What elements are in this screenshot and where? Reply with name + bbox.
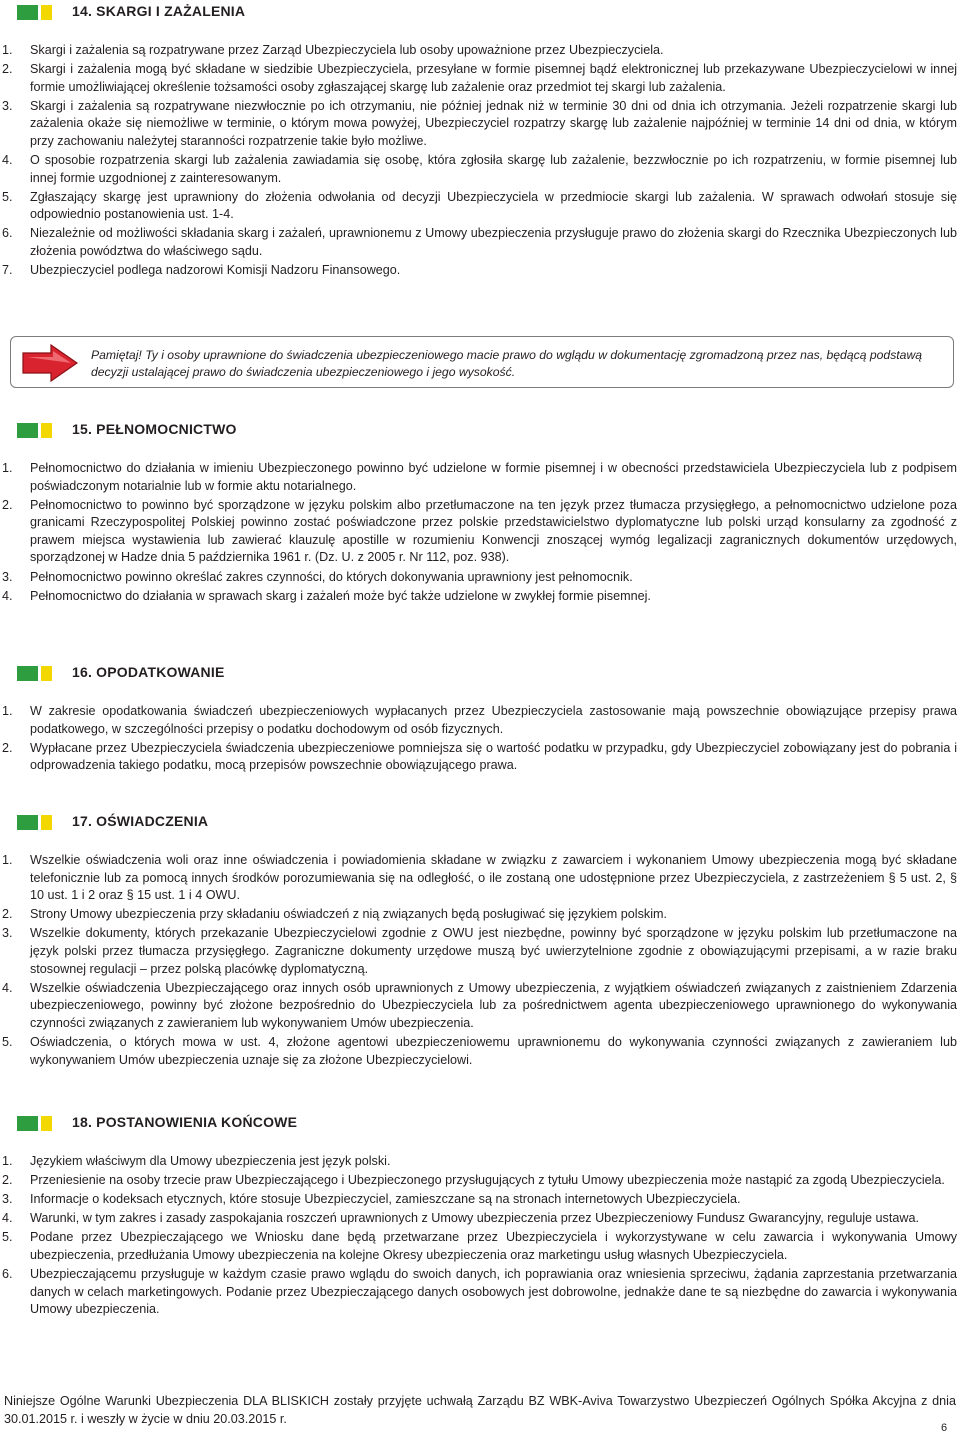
list-item bbox=[0, 1034, 960, 1069]
item-text: Pełnomocnictwo to powinno być sporządzone w języku polskim albo przetłumaczone na ten język przez tłumacza przysięgłego, a pełnomocnictwo udzielone poza granicami Rzeczypospolitej Polskiej powinno zostać poświadczone przez polskie przedstawicielstwo dyplomatyczne lub polski urząd konsularny za zgodność z prawem miejsca wystawienia lub zawierać klauzulę apostille w rozumieniu Konwencji znoszącej wymóg legalizacji zagranicznych dokumentów urzędowych, sporządzonej w Hadze dnia 5 października 1961 r. (Dz. U. z 2005 r. Nr 112, poz. 938). bbox=[30, 497, 957, 565]
item-number: 5. bbox=[2, 1034, 13, 1049]
item-text: Ubezpieczyciel podlega nadzorowi Komisji Nadzoru Finansowego. bbox=[30, 263, 401, 278]
item-text: Oświadczenia, o których mowa w ust. 4, złożone agentowi ubezpieczeniowemu uprawnionemu do wykonywania czynności związanych z zawieraniem lub wykonywaniem Umów ubezpieczenia uznaje się za złożone Ubezpieczycielowi. bbox=[30, 1034, 957, 1067]
yellow-square-icon bbox=[41, 1116, 52, 1131]
page-number: 6 bbox=[941, 1422, 948, 1434]
list-item bbox=[0, 1229, 960, 1264]
item-list bbox=[0, 460, 960, 605]
item-number: 3. bbox=[2, 926, 13, 941]
list-item bbox=[0, 497, 960, 567]
item-list bbox=[0, 703, 960, 775]
item-number: 3. bbox=[2, 98, 13, 113]
item-text: Językiem właściwym dla Umowy ubezpieczenia jest język polski. bbox=[30, 1154, 391, 1168]
section-title: 17. OŚWIADCZENIA bbox=[72, 813, 209, 829]
list-item bbox=[0, 906, 960, 924]
list-item bbox=[0, 925, 960, 978]
green-square-icon bbox=[17, 815, 38, 830]
list-item bbox=[0, 1191, 960, 1209]
section-title: 14. SKARGI I ZAŻALENIA bbox=[72, 3, 246, 19]
item-number: 2. bbox=[2, 1173, 13, 1188]
item-number: 2. bbox=[2, 497, 13, 512]
item-number: 2. bbox=[2, 907, 13, 922]
list-item bbox=[0, 980, 960, 1033]
list-item bbox=[0, 1172, 960, 1190]
list-item bbox=[0, 740, 960, 775]
yellow-square-icon bbox=[41, 815, 52, 830]
item-number: 7. bbox=[2, 263, 13, 278]
item-number: 2. bbox=[2, 62, 13, 77]
item-text: Informacje o kodeksach etycznych, które stosuje Ubezpieczyciel, zamieszczane są na stronach internetowych Ubezpieczyciela. bbox=[30, 1192, 741, 1207]
list-item bbox=[0, 98, 960, 151]
list-item bbox=[0, 588, 960, 606]
item-text: Skargi i zażalenia są rozpatrywane przez Zarząd Ubezpieczyciela lub osoby upoważnione przez Ubezpieczyciela. bbox=[30, 43, 664, 57]
section-complaints bbox=[0, 2, 960, 281]
list-item bbox=[0, 569, 960, 587]
list-item bbox=[0, 152, 960, 187]
item-text: Pełnomocnictwo do działania w sprawach skarg i zażaleń może być także udzielone w zwykłej formie pisemnej. bbox=[30, 588, 651, 603]
list-item bbox=[0, 61, 960, 96]
list-item bbox=[0, 703, 960, 738]
item-text: Wypłacane przez Ubezpieczyciela świadczenia ubezpieczeniowe pomniejsza się o wartość podatku w przypadku, gdy Ubezpieczyciel zobowiązany jest do pobrania i odprowadzenia takiego podatku, mocą przepisów powszechnie obowiązującego prawa. bbox=[30, 740, 957, 773]
item-text: Warunki, w tym zakres i zasady zaspokajania roszczeń uprawnionych z Umowy ubezpieczenia przez Ubezpieczeniowy Fundusz Gwarancyjny, reguluje ustawa. bbox=[30, 1211, 919, 1226]
item-number: 4. bbox=[2, 980, 13, 995]
section-heading bbox=[0, 420, 960, 442]
green-square-icon bbox=[17, 666, 38, 681]
section-final-provisions bbox=[0, 1113, 960, 1320]
item-text: Pełnomocnictwo powinno określać zakres czynności, do których dokonywania uprawniony jest pełnomocnik. bbox=[30, 569, 633, 584]
item-number: 4. bbox=[2, 1211, 13, 1226]
item-number: 3. bbox=[2, 569, 13, 584]
list-item bbox=[0, 852, 960, 905]
item-number: 1. bbox=[2, 853, 13, 867]
list-item bbox=[0, 225, 960, 260]
list-item bbox=[0, 1210, 960, 1228]
list-item bbox=[0, 189, 960, 224]
green-square-icon bbox=[17, 5, 38, 20]
item-number: 2. bbox=[2, 740, 13, 755]
item-text: Zgłaszający skargę jest uprawniony do złożenia odwołania od decyzji Ubezpieczyciela w przedmiocie skargi lub zażalenia. W sprawach odwołań stosuje się odpowiednio postanowienia ust. 1-4. bbox=[30, 189, 957, 222]
yellow-square-icon bbox=[41, 5, 52, 20]
arrow-right-icon bbox=[21, 343, 79, 383]
item-list bbox=[0, 852, 960, 1069]
yellow-square-icon bbox=[41, 423, 52, 438]
item-text: O sposobie rozpatrzenia skargi lub zażalenia zawiadamia się osobę, która zgłosiła skargę lub zażalenie, bezzwłocznie po ich rozpatrzeniu, w formie pisemnej lub innej formie uzgodnionej z zainteresowanym. bbox=[30, 153, 957, 185]
section-heading bbox=[0, 1113, 960, 1135]
item-number: 1. bbox=[2, 1154, 13, 1168]
section-declarations bbox=[0, 812, 960, 1071]
item-list bbox=[0, 42, 960, 280]
reminder-box bbox=[10, 336, 954, 388]
list-item bbox=[0, 460, 960, 495]
list-item bbox=[0, 42, 960, 60]
item-text: Strony Umowy ubezpieczenia przy składaniu oświadczeń z nią związanych będą posługiwać się językiem polskim. bbox=[30, 907, 667, 922]
reminder-text bbox=[91, 347, 945, 381]
item-number: 5. bbox=[2, 1230, 13, 1245]
section-taxation bbox=[0, 663, 960, 776]
yellow-square-icon bbox=[41, 666, 52, 681]
item-number: 6. bbox=[2, 1267, 13, 1282]
item-text: Wszelkie oświadczenia Ubezpieczającego oraz innych osób uprawnionych z Umowy ubezpieczenia, z wyjątkiem oświadczeń związanych z zaistnieniem Zdarzenia ubezpieczeniowego, powinny być złożone bezpośrednio do Ubezpieczyciela lub za pośrednictwem agenta ubezpieczeniowego uprawnionego do wykonywania czynności związanych z zawieraniem lub wykonywaniem Umów ubezpieczenia. bbox=[30, 980, 957, 1030]
item-text: Pełnomocnictwo do działania w imieniu Ubezpieczonego powinno być udzielone w formie pisemnej i w obecności przedstawiciela Ubezpieczyciela lub z podpisem poświadczonym notarialnie lub w formie aktu notarialnego. bbox=[30, 461, 957, 493]
item-number: 5. bbox=[2, 189, 13, 204]
item-number: 4. bbox=[2, 153, 13, 168]
item-text: Wszelkie dokumenty, których przekazanie Ubezpieczycielowi zgodnie z OWU jest niezbędne, powinny być sporządzone w języku polskim lub przetłumaczone na język polski przez tłumacza przysięgłego. Zagraniczne dokumenty urzędowe muszą być uwierzytelnione zgodnie z obowiązującymi przepisami, a w razie braku stosownej regulacji – przez polską placówkę dyplomatyczną. bbox=[30, 926, 957, 976]
list-item bbox=[0, 262, 960, 280]
item-text: Wszelkie oświadczenia woli oraz inne oświadczenia i powiadomienia składane w związku z zawarciem i wykonaniem Umowy ubezpieczenia mogą być składane telefonicznie lub za pomocą innych środków porozumiewania się na odległość, o ile zostaną one udostępnione przez Ubezpieczyciela, z zastrzeżeniem § 5 ust. 2, § 10 ust. 1 i 2 oraz § 15 ust. 1 i 4 OWU. bbox=[30, 853, 957, 903]
item-list bbox=[0, 1153, 960, 1319]
item-number: 6. bbox=[2, 226, 13, 241]
reminder-lead: Pamiętaj! bbox=[91, 348, 142, 362]
item-text: Skargi i zażalenia są rozpatrywane niezwłocznie po ich otrzymaniu, nie później jednak niż w terminie 30 dni od dnia ich otrzymania. Jeżeli rozpatrzenie skargi lub zażalenia okaże się niemożliwe w terminie, o którym mowa powyżej, Ubezpieczyciel rozpatrzy skargę lub zażalenie najpóźniej w terminie 14 dni od dnia, w którym przy zachowaniu należytej staranności rozpatrzenie takie było możliwe. bbox=[30, 98, 957, 148]
item-number: 4. bbox=[2, 588, 13, 603]
green-square-icon bbox=[17, 1116, 38, 1131]
item-text: Niezależnie od możliwości składania skarg i zażaleń, uprawnionemu z Umowy ubezpieczenia przysługuje prawo do złożenia skargi do Rzecznika Ubezpieczonych lub złożenia powództwa do właściwego sądu. bbox=[30, 226, 957, 259]
section-power-of-attorney bbox=[0, 420, 960, 607]
section-title: 18. POSTANOWIENIA KOŃCOWE bbox=[72, 1114, 298, 1130]
item-text: Skargi i zażalenia mogą być składane w siedzibie Ubezpieczyciela, przesyłane w formie pisemnej bądź elektronicznej lub przekazywane Ubezpieczycielowi w innej formie umożliwiającej określenie tożsamości osoby zgłaszającej skargę lub zażalenie oraz przedmiot tej skargi lub zażalenia. bbox=[30, 62, 957, 94]
reminder-body: Ty i osoby uprawnione do świadczenia ubezpieczeniowego macie prawo do wglądu w dokumentację zgromadzoną przez nas, będącą podstawą decyzji ustalającej prawo do świadczenia ubezpieczeniowego i jego wysokość. bbox=[91, 348, 923, 379]
item-text: Ubezpieczającemu przysługuje w każdym czasie prawo wglądu do swoich danych, ich poprawiania oraz wniesienia sprzeciwu, żądania zaprzestania przetwarzania danych w celach marketingowych. Podanie przez Ubezpieczającego danych osobowych jest dobrowolne, jednakże dane te są niezbędne do zawarcia i wykonywania Umowy ubezpieczenia. bbox=[30, 1267, 957, 1317]
item-text: W zakresie opodatkowania świadczeń ubezpieczeniowych wypłacanych przez Ubezpieczyciela zastosowanie mają powszechnie obowiązujące przepisy prawa podatkowego, w szczególności przepisy o podatku dochodowym od osób fizycznych. bbox=[30, 704, 957, 736]
item-number: 1. bbox=[2, 704, 13, 718]
section-heading bbox=[0, 812, 960, 834]
section-heading bbox=[0, 2, 960, 24]
section-heading bbox=[0, 663, 960, 685]
green-square-icon bbox=[17, 423, 38, 438]
item-text: Przeniesienie na osoby trzecie praw Ubezpieczającego i Ubezpieczonego przysługujących z tytułu Umowy ubezpieczenia może nastąpić za zgodą Ubezpieczyciela. bbox=[30, 1173, 945, 1188]
section-title: 15. PEŁNOMOCNICTWO bbox=[72, 421, 237, 437]
item-text: Podane przez Ubezpieczającego we Wniosku dane będą przetwarzane przez Ubezpieczyciela i wykorzystywane w celu zawarcia i wykonywania Umowy ubezpieczenia, przedłużania Umowy ubezpieczenia na kolejne Okresy ubezpieczenia oraz marketingu usług własnych Ubezpieczyciela. bbox=[30, 1230, 957, 1262]
footer-note: Niniejsze Ogólne Warunki Ubezpieczenia DLA BLISKICH zostały przyjęte uchwałą Zarządu BZ WBK-Aviva Towarzystwo Ubezpieczeń Ogólnych Spółka Akcyjna z dnia 30.01.2015 r. i weszły w życie w dniu 20.03.2015 r. bbox=[4, 1394, 956, 1426]
list-item bbox=[0, 1153, 960, 1171]
list-item bbox=[0, 1266, 960, 1319]
section-title: 16. OPODATKOWANIE bbox=[72, 664, 225, 680]
item-number: 3. bbox=[2, 1192, 13, 1207]
item-number: 1. bbox=[2, 43, 13, 57]
item-number: 1. bbox=[2, 461, 13, 475]
